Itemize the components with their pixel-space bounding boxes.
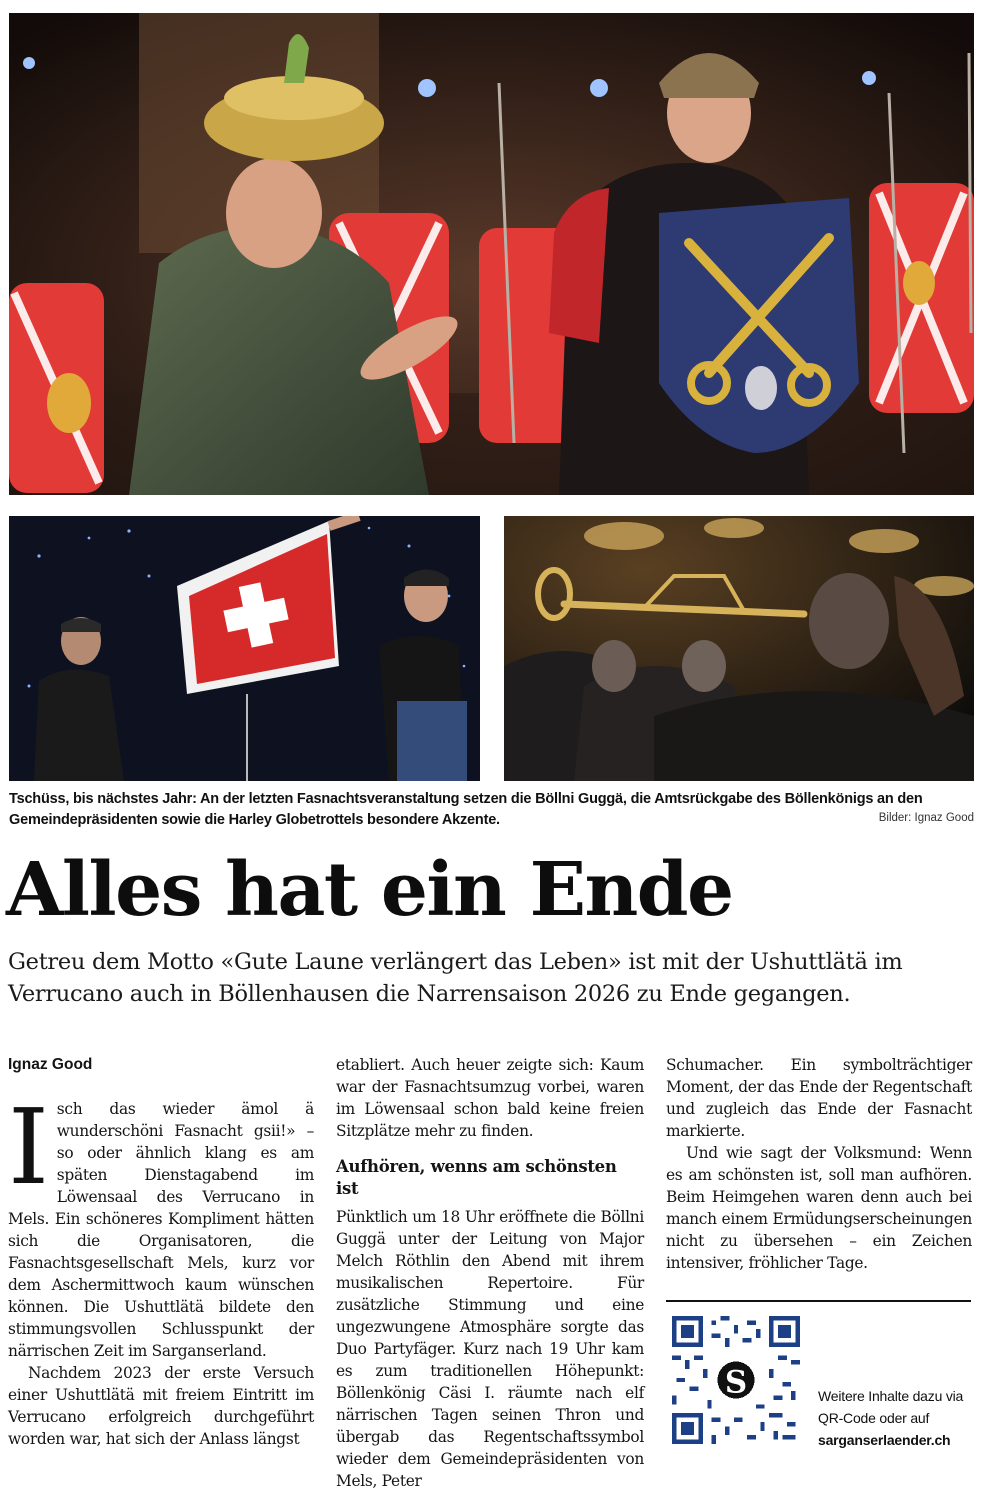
photo-king-handover-graphic [9,13,974,495]
photo-harley-globetrottels [9,516,480,781]
promo-url-link[interactable]: sarganserlaender.ch [818,1432,951,1448]
article-paragraph: Pünktlich um 18 Uhr eröffnete die Böllni Guggä unter der Leitung von Major Melch Röthlin den Abend mit ihrem musikalischen Repertoire. Für zusätzliche Stimmung und eine ungezwungene Atmosphäre sorgte das Duo Partyfäger. Kurz nach 19 Uhr kam es zum traditionellen Höhepunkt: Böllenkönig Cäsi I. räumte nach elf närrischen Tagen seinen Thron und übergab das Regentschaftssymbol wieder dem Gemeindepräsidenten von Mels, Peter [336,1208,644,1490]
qr-code-graphic [672,1316,800,1444]
article-paragraph: etabliert. Auch heuer zeigte sich: Kaum war der Fasnachtsumzug vorbei, waren im Löwensaal schon bald keine freien Sitzplätze mehr zu finden. [336,1056,644,1140]
paragraph-text: sch das wieder ämol ä wunderschöni Fasnacht gsii!» – so oder ähnlich klang es am späten Dienstagabend im Löwensaal des Verrucano in Mels. Ein schöneres Kompliment hätten sich die Organisatoren, die Fasnachtsgesellschaft Mels, kurz vor dem Aschermittwoch kaum wünschen können. Die Ushuttlätä bildete den stimmungsvollen Schlusspunkt der närrischen Zeit im Sarganserland. [8,1100,314,1360]
article-column-2 [336,1054,644,1492]
photo-king-handover [9,13,974,495]
article-lead: Getreu dem Motto «Gute Laune verlängert das Leben» ist mit der Ushuttlätä im Verrucano auch in Böllenhausen die Narrensaison 2026 zu Ende gegangen. [8,949,903,1007]
qr-logo-letter: S [724,1364,748,1401]
article-headline: Alles hat ein Ende [6,847,733,933]
article-paragraph: Schumacher. Ein symbolträchtiger Moment, der das Ende der Regentschaft und zugleich das Ende der Fasnacht markierte. [666,1056,972,1140]
author-byline: Ignaz Good [8,1056,93,1073]
photo-boellni-guggae [504,516,974,781]
article-paragraph: Nachdem 2023 der erste Versuch einer Ushuttlätä mit freiem Eintritt im Verrucano erfolgreich durchgeführt worden war, hat sich der Anlass längst [8,1364,314,1448]
article-paragraph [8,1086,314,1362]
promo-divider [666,1300,971,1302]
article-paragraph: Und wie sagt der Volksmund: Wenn es am schönsten ist, soll man aufhören. Beim Heimgehen waren denn auch bei manch einem Ermüdungserscheinungen nicht zu übersehen – ein Zeichen intensiver, fröhlicher Tage. [666,1144,972,1272]
qr-code-icon[interactable] [672,1316,800,1444]
promo-text-block [818,1385,978,1451]
photo-boellni-guggae-graphic [504,516,974,781]
photo-credit: Bilder: Ignaz Good [878,812,974,824]
article-subheading: Aufhören, wenns am schönsten ist [336,1157,617,1198]
photo-caption: Tschüss, bis nächstes Jahr: An der letzten Fasnachtsveranstaltung setzen die Böllni Guggä, die Amtsrückgabe des Böllenkönigs an den Gemeindepräsidenten sowie die Harley Globetrottels besondere Akzente. [9,791,923,828]
photo-harley-globetrottels-graphic [9,516,480,781]
article-column-1 [8,1054,314,1450]
drop-cap: I [8,1086,49,1208]
promo-text: Weitere Inhalte dazu via QR-Code oder auf [818,1388,964,1426]
article-column-3 [666,1054,972,1274]
